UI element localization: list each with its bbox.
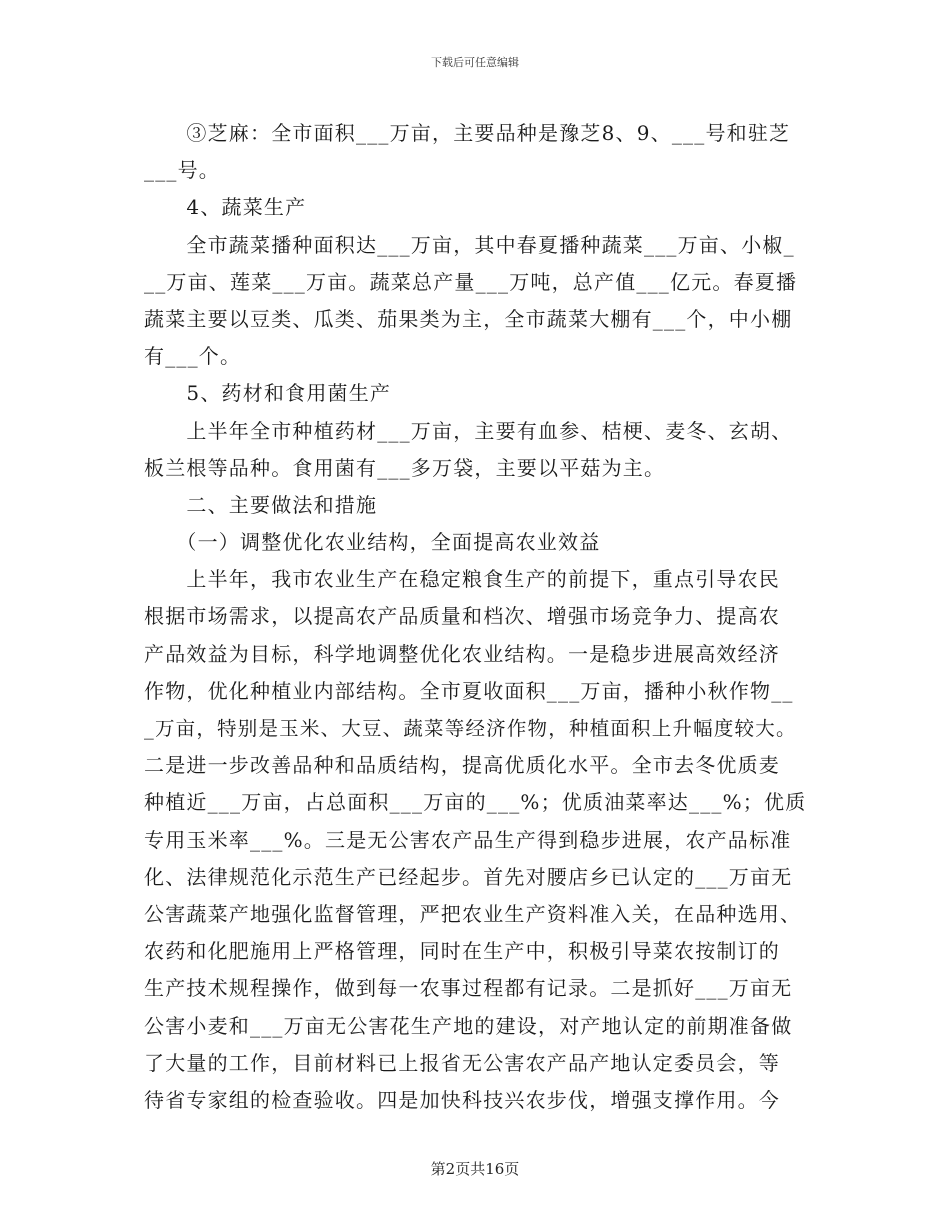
text-line: 全市蔬菜播种面积达___万亩，其中春夏播种蔬菜___万亩、小椒_ [144, 232, 795, 257]
text-line: 二是进一步改善品种和品质结构，提高优质化水平。全市去冬优质麦 [144, 753, 780, 778]
text-line: 了大量的工作，目前材料已上报省无公害农产品产地认定委员会，等 [144, 1050, 780, 1075]
text-line: 公害蔬菜产地强化监督管理，严把农业生产资料准入关，在品种选用、 [144, 901, 802, 926]
text-line: 有___个。 [144, 344, 242, 369]
section-heading: 二、主要做法和措施 [144, 492, 378, 517]
text-line: 农药和化肥施用上严格管理，同时在生产中，积极引导菜农按制订的 [144, 939, 780, 964]
text-line: 根据市场需求，以提高农产品质量和档次、增强市场竞争力、提高农 [144, 604, 780, 629]
text-line: _万亩，特别是玉米、大豆、蔬菜等经济作物，种植面积上升幅度较大。 [144, 717, 797, 740]
section-heading: （一）调整优化农业结构，全面提高农业效益 [144, 530, 601, 555]
text-line: 板兰根等品种。食用菌有___多万袋，主要以平菇为主。 [144, 455, 666, 480]
text-line: 化、法律规范化示范生产已经起步。首先对腰店乡已认定的___万亩无 [144, 864, 793, 889]
page-footer: 第2页共16页 [430, 1160, 520, 1178]
text-line: 公害小麦和___万亩无公害花生产地的建设，对产地认定的前期准备做 [144, 1013, 793, 1038]
section-heading: 4、蔬菜生产 [144, 195, 307, 220]
text-line: 上半年，我市农业生产在稳定粮食生产的前提下，重点引导农民 [144, 567, 780, 592]
text-line: ___号。 [144, 158, 220, 183]
text-line: 作物，优化种植业内部结构。全市夏收面积___万亩，播种小秋作物__ [144, 678, 794, 703]
text-line: 种植近___万亩，占总面积___万亩的___%；优质油菜率达___%；优质 [144, 790, 807, 815]
text-line: ③芝麻：全市面积___万亩，主要品种是豫芝8、9、___号和驻芝 [144, 121, 791, 145]
text-line: 上半年全市种植药材___万亩，主要有血参、桔梗、麦冬、玄胡、 [144, 418, 793, 443]
text-line: 产品效益为目标，科学地调整优化农业结构。一是稳步进展高效经济 [144, 641, 780, 666]
text-line: __万亩、莲菜___万亩。蔬菜总产量___万吨，总产值___亿元。春夏播 [144, 269, 798, 294]
document-body [144, 115, 808, 1119]
text-line: 待省专家组的检查验收。四是加快科技兴农步伐，增强支撑作用。今 [144, 1087, 780, 1112]
page-header: 下载后可任意编辑 [431, 56, 519, 69]
text-line: 蔬菜主要以豆类、瓜类、茄果类为主，全市蔬菜大棚有___个，中小棚 [144, 306, 793, 331]
text-line: 专用玉米率___%。三是无公害农产品生产得到稳步进展，农产品标准 [144, 827, 792, 852]
text-line: 生产技术规程操作，做到每一农事过程都有记录。二是抓好___万亩无 [144, 976, 793, 1001]
section-heading: 5、药材和食用菌生产 [144, 381, 392, 406]
